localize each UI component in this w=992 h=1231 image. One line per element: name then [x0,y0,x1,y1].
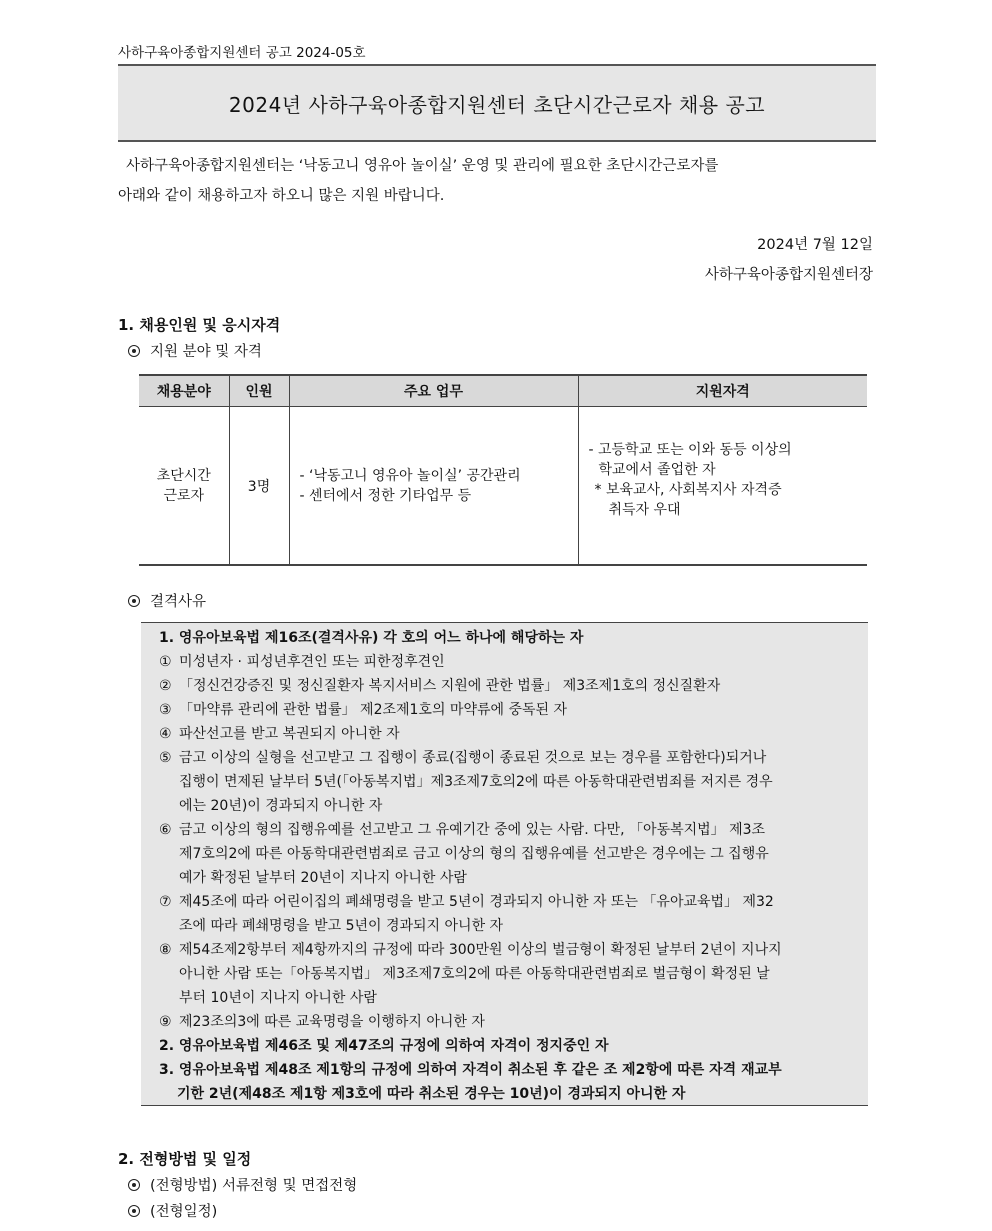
list-item-line: 제54조제2항부터 제4항까지의 규정에 따라 300만원 이상의 벌금형이 확정된 날부터 2년이 지나지 [179,942,782,958]
circle-dot-icon [128,345,140,357]
list-item-line: 조에 따라 폐쇄명령을 받고 5년이 경과되지 아니한 자 [179,918,504,934]
cell-field [139,407,229,566]
list-item [159,674,852,698]
list-item-line: 집행이 면제된 날부터 5년(「아동복지법」제3조제7호의2에 따른 아동학대관련범죄를 저지른 경우 [179,774,773,790]
date-block [705,230,873,290]
list-item-text [179,722,852,746]
section1-sub1 [128,340,262,361]
circle-dot-icon [128,1205,140,1217]
list-item-marker: ④ [159,726,172,742]
list-item-line: 예가 확정된 날부터 20년이 지나지 아니한 사람 [179,870,467,886]
list-item [159,818,852,890]
list-item-text [179,938,852,1010]
header-qualifications: 지원자격 [578,375,867,407]
sub2-label: 결격사유 [150,594,207,610]
list-item-marker: ③ [159,702,172,718]
list-item-text [179,698,852,722]
table-header-row [139,375,867,407]
issuer: 사하구육아종합지원센터장 [704,267,873,283]
header-duties: 주요 업무 [289,375,578,407]
section2-sub1 [128,1174,357,1195]
list-item [159,938,852,1010]
list-item-marker: ⑦ [159,894,172,910]
qual-line-2: 학교에서 졸업한 자 [598,462,716,478]
list-item-text [179,890,852,938]
method-label: (전형방법) 서류전형 및 면접전형 [150,1178,358,1194]
duty-line-1: - ‘낙동고니 영유아 놀이실’ 공간관리 [299,467,521,484]
list-item-text [179,674,852,698]
list-item-marker: ⑧ [159,942,172,958]
disq-item3-line2: 기한 2년(제48조 제1항 제3호에 따라 취소된 경우는 10년)이 경과되지 아니한 자 [177,1086,686,1102]
section2-heading: 2. 전형방법 및 일정 [118,1150,252,1168]
qual-line-3: * 보육교사, 사회복지사 자격증 [594,482,782,498]
intro-line-1: 사하구육아종합지원센터는 ‘낙동고니 영유아 놀이실’ 운영 및 관리에 필요한 초단시간근로자를 [126,158,719,174]
list-item-text [179,746,852,818]
cell-qualifications [578,407,867,566]
title-text: 2024년 사하구육아종합지원센터 초단시간근로자 채용 공고 [228,92,766,117]
list-item-line: 아니한 사람 또는「아동복지법」 제3조제7호의2에 따른 아동학대관련범죄로 벌금형이 확정된 날 [179,966,770,982]
qual-line-1: - 고등학교 또는 이와 동등 이상의 [588,442,792,458]
list-item-line: 부터 10년이 지나지 아니한 사람 [179,990,377,1006]
circle-dot-icon [128,1179,140,1191]
list-item-text [179,818,852,890]
disq-item2: 2. 영유아보육법 제46조 및 제47조의 규정에 의하여 자격이 정지중인 자 [159,1038,609,1054]
schedule-label: (전형일정) [150,1204,218,1220]
list-item [159,890,852,938]
notice-number: 사하구육아종합지원센터 공고 2024-05호 [118,45,366,61]
section2-sub2 [128,1200,217,1221]
list-item-line: 제7호의2에 따른 아동학대관련범죄로 금고 이상의 형의 집행유예를 선고받은 경우에는 그 집행유 [179,846,769,862]
page-title [118,64,876,142]
disq-sub-items [159,650,852,1034]
list-item-line: 에는 20년)이 경과되지 아니한 자 [179,798,383,814]
recruitment-table [139,374,867,566]
list-item-marker: ① [159,654,172,670]
intro-paragraph [118,151,875,211]
header-field: 채용분야 [139,375,229,407]
circle-dot-icon [128,595,140,607]
cell-duties [289,407,578,566]
list-item-line: 금고 이상의 실형을 선고받고 그 집행이 종료(집행이 종료된 것으로 보는 경우를 포함한다)되거나 [179,750,767,766]
list-item [159,1010,852,1034]
list-item-line: 금고 이상의 형의 집행유예를 선고받고 그 유예기간 중에 있는 사람. 다만, 「아동복지법」 제3조 [179,822,766,838]
qual-line-4: 취득자 우대 [608,502,681,518]
list-item-line: 파산선고를 받고 복권되지 아니한 자 [179,726,400,742]
section1-sub2 [128,590,206,611]
list-item-text [179,1010,852,1034]
field-line-1: 초단시간 [156,467,211,484]
list-item-line: 제45조에 따라 어린이집의 폐쇄명령을 받고 5년이 경과되지 아니한 자 또는 「유아교육법」 제32 [179,894,774,910]
sub1-label: 지원 분야 및 자격 [150,344,262,360]
disqualification-box [141,622,868,1106]
list-item-line: 「정신건강증진 및 정신질환자 복지서비스 지원에 관한 법률」 제3조제1호의 정신질환자 [179,678,721,694]
list-item [159,698,852,722]
list-item-line: 제23조의3에 따른 교육명령을 이행하지 아니한 자 [179,1014,485,1030]
list-item [159,746,852,818]
list-item-line: 미성년자 · 피성년후견인 또는 피한정후견인 [179,654,445,670]
duty-line-2: - 센터에서 정한 기타업무 등 [299,487,472,504]
cell-count: 3명 [229,407,289,566]
list-item [159,650,852,674]
disq-item1-title: 1. 영유아보육법 제16조(결격사유) 각 호의 어느 하나에 해당하는 자 [159,630,584,646]
intro-line-2: 아래와 같이 채용하고자 하오니 많은 지원 바랍니다. [118,188,445,204]
disq-item3-line1: 3. 영유아보육법 제48조 제1항의 규정에 의하여 자격이 취소된 후 같은 조 제2항에 따른 자격 재교부 [159,1062,782,1078]
list-item-line: 「마약류 관리에 관한 법률」 제2조제1호의 마약류에 중독된 자 [179,702,568,718]
notice-date: 2024년 7월 12일 [757,237,873,253]
list-item-marker: ⑥ [159,822,172,838]
list-item-marker: ② [159,678,172,694]
list-item-marker: ⑤ [159,750,172,766]
table-row [139,407,867,566]
field-line-2: 근로자 [163,487,205,504]
list-item [159,722,852,746]
section1-heading: 1. 채용인원 및 응시자격 [118,316,281,334]
list-item-marker: ⑨ [159,1014,172,1030]
list-item-text [179,650,852,674]
header-count: 인원 [229,375,289,407]
